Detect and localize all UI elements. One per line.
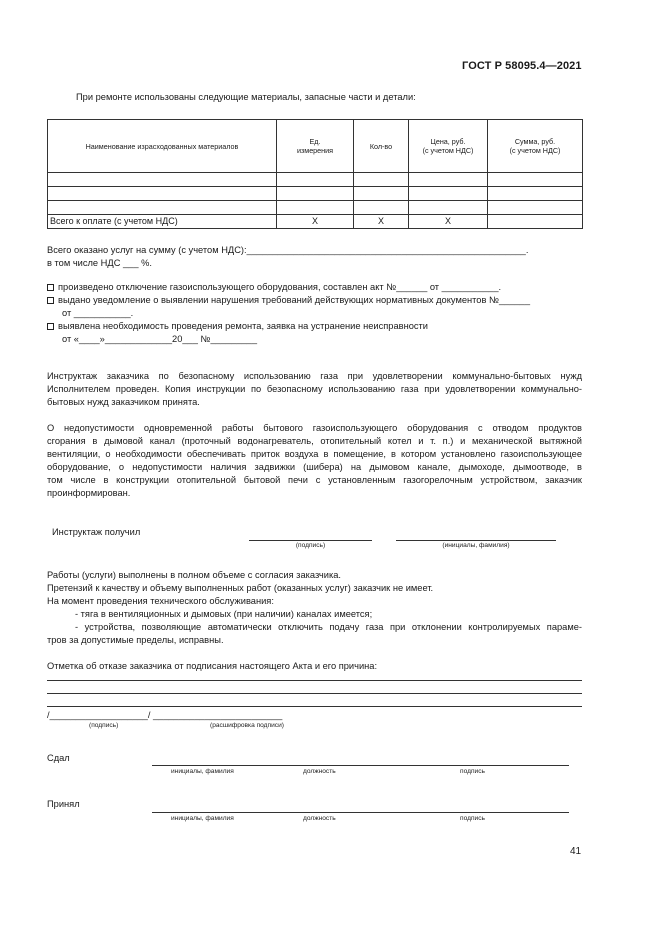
total-cell — [488, 215, 583, 229]
works-line: Работы (услуги) выполнены в полном объеме с согласия заказчика. — [47, 570, 341, 580]
works-line: - тяга в вентиляционных и дымовых (при наличии) каналах имеется; — [75, 609, 373, 619]
check-item[interactable]: произведено отключение газоиспользующего оборудования, составлен акт №______ от ___________. — [47, 281, 501, 294]
checkbox-icon[interactable] — [47, 284, 54, 291]
handed-caption-signature: подпись — [460, 768, 485, 775]
refusal-label: Отметка об отказе заказчика от подписания настоящего Акта и его причина: — [47, 661, 378, 671]
handed-caption-name: инициалы, фамилия — [171, 768, 234, 775]
table-row — [48, 187, 583, 201]
materials-table — [47, 119, 583, 229]
refusal-line[interactable] — [47, 693, 582, 694]
paragraph-line: оборудование, о недопустимости наличия задвижки (шибера) на дымовом канале, дымоходе, дымоотводе, в — [47, 462, 582, 472]
signature-line[interactable] — [249, 540, 372, 541]
total-cell: X — [277, 215, 354, 229]
table-row — [48, 201, 583, 215]
page-number: 41 — [570, 846, 582, 857]
paragraph-line: том числе в конструкции отопительной бытовой печи с установленным газогорелочным устройством, заказчик — [47, 475, 582, 485]
accepted-caption-position: должность — [303, 815, 336, 822]
table-header-row — [48, 120, 583, 173]
handed-label: Сдал — [47, 753, 70, 763]
paragraph-line: бытовых нужд заказчиком принята. — [47, 397, 200, 407]
paragraph-line: О недопустимости одновременной работы бытового газоиспользующего оборудования с отводом продуктов — [47, 423, 582, 433]
works-line: Претензий к качеству и объему выполненных работ (оказанных услуг) заказчик не имеет. — [47, 583, 434, 593]
handed-caption-position: должность — [303, 768, 336, 775]
total-cell: X — [409, 215, 488, 229]
accepted-caption-signature: подпись — [460, 815, 485, 822]
checkbox-icon[interactable] — [47, 323, 54, 330]
paragraph-line: Инструктаж заказчика по безопасному использованию газа при удовлетворении коммунально-бытовых нужд — [47, 371, 582, 381]
refusal-line[interactable] — [47, 680, 582, 681]
check-item[interactable]: выявлена необходимость проведения ремонта, заявка на устранение неисправности — [47, 320, 428, 333]
refusal-sign-caption: (подпись) — [89, 722, 119, 729]
check-item-cont: от «____»_____________20___ №_________ — [62, 334, 257, 344]
works-line: На момент проведения технического обслуживания: — [47, 596, 274, 606]
works-line: - устройства, позволяющие автоматически отключить подачу газа при отклонении контролируемых параме- — [75, 622, 582, 632]
refusal-sign-line[interactable]: /___________________/ _________________________ — [47, 710, 283, 720]
name-line[interactable] — [396, 540, 556, 541]
paragraph-line: проинформирован. — [47, 488, 131, 498]
refusal-decode-caption: (расшифровка подписи) — [210, 722, 284, 729]
column-header: Ед. измерения — [277, 120, 354, 173]
instruction-label: Инструктаж получил — [52, 527, 141, 537]
signature-caption: (подпись) — [295, 542, 326, 549]
paragraph-line: вентиляции, о необходимости обеспечивать приток воздуха в помещение, в котором установлено газоиспользующее — [47, 449, 582, 459]
standard-code: ГОСТ Р 58095.4—2021 — [462, 60, 582, 72]
total-cell: X — [354, 215, 409, 229]
paragraph-line: сгорания в дымовой канал (проточный водонагреватель, отопительный котел и т. п.) и механической вытяжной — [47, 436, 582, 446]
column-header: Сумма, руб. (с учетом НДС) — [488, 120, 583, 173]
materials-intro: При ремонте использованы следующие материалы, запасные части и детали: — [76, 92, 416, 102]
column-header: Цена, руб. (с учетом НДС) — [409, 120, 488, 173]
handed-line[interactable] — [152, 765, 569, 766]
name-caption: (инициалы, фамилия) — [442, 542, 510, 549]
paragraph-line: Исполнителем проведен. Копия инструкции по безопасному использованию газа при удовлетворении коммунально- — [47, 384, 582, 394]
table-total-row — [48, 215, 583, 229]
check-item[interactable]: выдано уведомление о выявлении нарушения требований действующих нормативных документов №______ — [47, 294, 530, 307]
checkbox-icon[interactable] — [47, 297, 54, 304]
services-total-line: Всего оказано услуг на сумму (с учетом НДС):______________________________________________________. — [47, 245, 529, 255]
refusal-line[interactable] — [47, 706, 582, 707]
table-row — [48, 173, 583, 187]
vat-line: в том числе НДС ___ %. — [47, 258, 152, 268]
accepted-label: Принял — [47, 799, 80, 809]
accepted-line[interactable] — [152, 812, 569, 813]
accepted-caption-name: инициалы, фамилия — [171, 815, 234, 822]
check-item-cont: от ___________. — [62, 308, 134, 318]
total-label: Всего к оплате (с учетом НДС) — [48, 215, 277, 229]
column-header: Кол-во — [354, 120, 409, 173]
works-line: тров за допустимые пределы, исправны. — [47, 635, 224, 645]
column-header: Наименование израсходованных материалов — [48, 120, 277, 173]
